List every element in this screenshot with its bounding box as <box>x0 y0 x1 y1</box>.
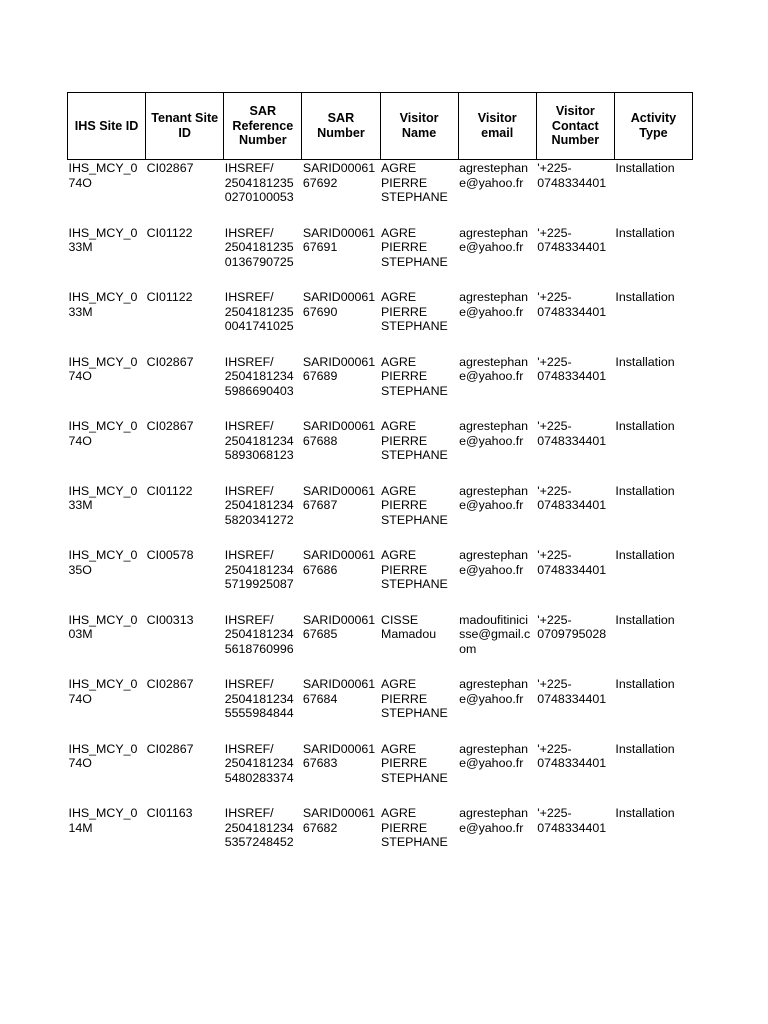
cell-visitor-email: agrestephan e@yahoo.fr <box>459 161 529 190</box>
cell-sar-number: SARID00061 67685 <box>302 612 376 641</box>
cell-visitor-contact-number: '+225- 0748334401 <box>537 290 607 319</box>
cell-activity-type: Installation <box>615 161 675 175</box>
cell-tenant-site-id: CI01122 <box>146 290 193 304</box>
cell-visitor-email: agrestephan e@yahoo.fr <box>459 419 529 448</box>
header-visitor-name: Visitor Name <box>380 93 458 160</box>
cell-sar-number: SARID00061 67687 <box>302 483 376 512</box>
cell-activity-type: Installation <box>615 548 675 562</box>
cell-ihs-site-id: IHS_MCY_0 74O <box>68 354 138 383</box>
table-row <box>68 484 693 549</box>
cell-ihs-site-id: IHS_MCY_0 14M <box>68 806 138 835</box>
cell-visitor-contact-number: '+225- 0748334401 <box>537 677 607 706</box>
header-activity-type: Activity Type <box>614 93 692 160</box>
cell-tenant-site-id: CI02867 <box>146 677 194 691</box>
cell-visitor-contact-number: '+225- 0748334401 <box>537 741 607 770</box>
cell-activity-type: Installation <box>615 612 675 627</box>
cell-ihs-site-id: IHS_MCY_0 35O <box>68 548 138 577</box>
cell-visitor-contact-number: '+225- 0748334401 <box>537 806 607 835</box>
cell-visitor-email: agrestephan e@yahoo.fr <box>459 354 529 383</box>
table-row <box>68 613 693 678</box>
cell-activity-type: Installation <box>615 483 675 498</box>
table-row <box>68 677 693 742</box>
table-row <box>68 226 693 291</box>
cell-sar-reference-number: IHSREF/ 2504181234 5820341272 <box>224 483 294 527</box>
table-body <box>68 160 693 871</box>
cell-ihs-site-id: IHS_MCY_0 03M <box>68 612 138 641</box>
cell-tenant-site-id: CI01163 <box>146 806 193 820</box>
cell-sar-reference-number: IHSREF/ 2504181235 0041741025 <box>224 290 294 333</box>
cell-tenant-site-id: CI02867 <box>146 161 194 175</box>
cell-sar-reference-number: IHSREF/ 2504181234 5555984844 <box>224 677 294 720</box>
cell-visitor-email: agrestephan e@yahoo.fr <box>459 290 529 319</box>
cell-sar-number: SARID00061 67684 <box>302 677 376 706</box>
cell-sar-number: SARID00061 67682 <box>302 806 376 835</box>
cell-ihs-site-id: IHS_MCY_0 74O <box>68 419 138 448</box>
cell-visitor-contact-number: '+225- 0748334401 <box>537 225 607 254</box>
cell-activity-type: Installation <box>615 354 675 369</box>
cell-sar-reference-number: IHSREF/ 2504181235 0270100053 <box>224 161 294 204</box>
cell-visitor-contact-number: '+225- 0748334401 <box>537 483 607 512</box>
cell-tenant-site-id: CI01122 <box>146 483 193 498</box>
header-sar-reference-number: SAR Reference Number <box>224 93 302 160</box>
header-visitor-email: Visitor email <box>458 93 536 160</box>
cell-activity-type: Installation <box>615 419 675 433</box>
cell-sar-number: SARID00061 67688 <box>302 419 376 448</box>
table-row <box>68 742 693 807</box>
cell-sar-reference-number: IHSREF/ 2504181235 0136790725 <box>224 225 294 269</box>
cell-tenant-site-id: CI02867 <box>146 741 194 756</box>
cell-visitor-name: AGRE PIERRE STEPHANE <box>381 161 448 204</box>
cell-sar-number: SARID00061 67683 <box>302 741 376 770</box>
cell-ihs-site-id: IHS_MCY_0 74O <box>68 161 138 190</box>
cell-visitor-name: CISSE Mamadou <box>381 612 437 641</box>
cell-visitor-name: AGRE PIERRE STEPHANE <box>381 290 448 333</box>
cell-tenant-site-id: CI00578 <box>146 548 194 562</box>
cell-visitor-email: agrestephan e@yahoo.fr <box>459 806 529 835</box>
cell-sar-reference-number: IHSREF/ 2504181234 5719925087 <box>224 548 294 591</box>
cell-sar-number: SARID00061 67692 <box>302 161 376 190</box>
cell-ihs-site-id: IHS_MCY_0 74O <box>68 741 138 770</box>
cell-ihs-site-id: IHS_MCY_0 33M <box>68 290 138 319</box>
cell-visitor-contact-number: '+225- 0748334401 <box>537 548 607 577</box>
cell-visitor-name: AGRE PIERRE STEPHANE <box>381 548 448 591</box>
table-row <box>68 419 693 484</box>
cell-ihs-site-id: IHS_MCY_0 74O <box>68 677 138 706</box>
header-sar-number: SAR Number <box>302 93 380 160</box>
cell-visitor-email: agrestephan e@yahoo.fr <box>459 483 529 512</box>
table-row <box>68 160 693 226</box>
cell-activity-type: Installation <box>615 677 675 691</box>
cell-tenant-site-id: CI01122 <box>146 225 193 240</box>
cell-sar-reference-number: IHSREF/ 2504181234 5986690403 <box>224 354 294 398</box>
cell-visitor-name: AGRE PIERRE STEPHANE <box>381 419 448 462</box>
cell-ihs-site-id: IHS_MCY_0 33M <box>68 483 138 512</box>
table-row <box>68 355 693 420</box>
cell-activity-type: Installation <box>615 290 675 304</box>
cell-visitor-name: AGRE PIERRE STEPHANE <box>381 806 448 849</box>
cell-visitor-email: madoufitinici sse@gmail.c om <box>459 612 531 656</box>
cell-visitor-email: agrestephan e@yahoo.fr <box>459 741 529 770</box>
cell-visitor-email: agrestephan e@yahoo.fr <box>459 548 529 577</box>
sar-table <box>67 92 693 871</box>
header-row <box>68 93 693 160</box>
header-tenant-site-id: Tenant Site ID <box>146 93 224 160</box>
cell-visitor-contact-number: '+225- 0748334401 <box>537 161 607 190</box>
table-row <box>68 806 693 871</box>
cell-ihs-site-id: IHS_MCY_0 33M <box>68 225 138 254</box>
cell-tenant-site-id: CI02867 <box>146 419 194 433</box>
cell-activity-type: Installation <box>615 225 675 240</box>
cell-activity-type: Installation <box>615 741 675 756</box>
cell-visitor-email: agrestephan e@yahoo.fr <box>459 225 529 254</box>
cell-tenant-site-id: CI02867 <box>146 354 194 369</box>
cell-visitor-name: AGRE PIERRE STEPHANE <box>381 483 448 527</box>
cell-visitor-name: AGRE PIERRE STEPHANE <box>381 741 448 785</box>
header-ihs-site-id: IHS Site ID <box>68 93 146 160</box>
cell-sar-reference-number: IHSREF/ 2504181234 5893068123 <box>224 419 294 462</box>
cell-sar-reference-number: IHSREF/ 2504181234 5480283374 <box>224 741 294 785</box>
table-header <box>68 93 693 160</box>
cell-visitor-contact-number: '+225- 0709795028 <box>537 612 607 641</box>
table-row <box>68 290 693 355</box>
cell-activity-type: Installation <box>615 806 675 820</box>
table-row <box>68 548 693 613</box>
cell-visitor-name: AGRE PIERRE STEPHANE <box>381 677 448 720</box>
cell-visitor-email: agrestephan e@yahoo.fr <box>459 677 529 706</box>
cell-visitor-name: AGRE PIERRE STEPHANE <box>381 225 448 269</box>
cell-visitor-name: AGRE PIERRE STEPHANE <box>381 354 448 398</box>
cell-tenant-site-id: CI00313 <box>146 612 194 627</box>
cell-sar-number: SARID00061 67689 <box>302 354 376 383</box>
cell-sar-reference-number: IHSREF/ 2504181234 5357248452 <box>224 806 294 849</box>
cell-sar-number: SARID00061 67686 <box>302 548 376 577</box>
cell-visitor-contact-number: '+225- 0748334401 <box>537 354 607 383</box>
cell-visitor-contact-number: '+225- 0748334401 <box>537 419 607 448</box>
header-visitor-contact-number: Visitor Contact Number <box>536 93 614 160</box>
cell-sar-number: SARID00061 67691 <box>302 225 376 254</box>
cell-sar-reference-number: IHSREF/ 2504181234 5618760996 <box>224 612 294 656</box>
cell-sar-number: SARID00061 67690 <box>302 290 376 319</box>
